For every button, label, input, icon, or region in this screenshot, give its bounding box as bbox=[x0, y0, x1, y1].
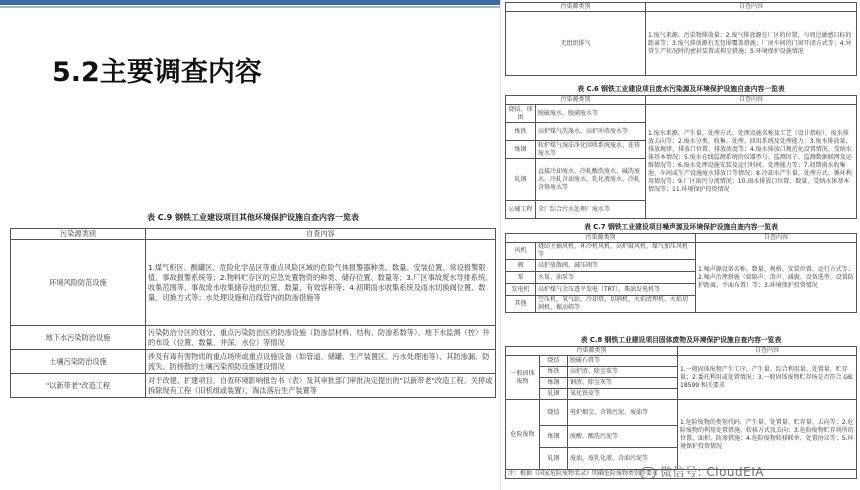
table-c5-fragment bbox=[505, 2, 857, 76]
row-process: 轧钢 bbox=[540, 448, 568, 470]
table-c9-caption: 表 C.9 钢铁工业建设项目其他环境保护设施自查内容一览表 bbox=[146, 213, 360, 222]
row-content: 涉及有毒有害物质的重点场所或重点设施设备（如管道、储罐、生产装置区、污水处理池等）、其防渗漏、防流失、防扬散的土壤污染预防设施建设情况 bbox=[146, 350, 496, 374]
table-c8 bbox=[505, 346, 857, 479]
row-content: 1.废水来源、产生量、处理方式、处理设施名称及工艺（设计指标）、废水排放去向等；2.废水分类、收集、处理、回用系统及处理能力；3.废水排放量、排放规律、排放口位置、排放浓度等；4.废水排放口规范化设置情况、受纳水体基本情况；5.废水在线监测系统的仪器型号、监测因子、监测数据联网及运维情况等；6.废水处理设施安装及运行时间、处理能力等；7.初期雨水收集池、车间或生产设施废水排放口等情况；8.冷却水产生量、处理方式、循环利用情况等；9.厂区雨污分流情况；10.雨水排放口位置、数量、受纳水体基本情况等；11.环境保护投资情况 bbox=[646, 105, 857, 219]
row-category: 环境风险防范设施 bbox=[11, 240, 146, 326]
row-category: 轧钢 bbox=[506, 159, 536, 201]
row-category: 炼钢 bbox=[506, 141, 536, 159]
row-content: 1.噪声源设备名称、数量、规格、安装位置、运行方式等；2.噪声治理措施（如隔声、消声、减振、设备选型、设置防护距离、平面布置）等；3.环境保护投资情况 bbox=[696, 243, 857, 313]
column-header: 污染源类别 bbox=[11, 229, 146, 240]
row-process: 烧结 bbox=[540, 356, 568, 367]
table-footnote: 注：根据《国家危险废物名录》明确危险废物类别等要求 bbox=[506, 470, 857, 479]
row-source: 废酸、酸洗污泥等 bbox=[568, 426, 678, 448]
table-row bbox=[506, 12, 857, 76]
column-header: 污染源类别 bbox=[506, 234, 696, 243]
row-source: 高炉放散阀、减压阀等 bbox=[536, 260, 696, 272]
row-process: 炼钢 bbox=[540, 426, 568, 448]
row-category: 危险废物 bbox=[506, 400, 540, 470]
table-row bbox=[506, 356, 857, 367]
row-category: 其他 bbox=[506, 296, 536, 313]
row-category: 发电机 bbox=[506, 284, 536, 296]
table-row bbox=[11, 374, 496, 398]
table-c9-block bbox=[10, 212, 496, 398]
watermark-text: 微信号: CloudEIA bbox=[660, 465, 764, 479]
row-process: 轧钢 bbox=[540, 389, 568, 400]
row-source: 脱硫废水、脱硝废水等 bbox=[536, 105, 646, 123]
row-content: 1.危险废物的类别代码、产生量、处置量、贮存量、去向等；2.危险废物的利用处置措施、转移方式及去向；3.危险废物贮存场所的位置、面积、防渗措施；4.危险废物转移联单、处置协议等；5.环境保护投资情况 bbox=[678, 400, 857, 470]
row-category: 泵 bbox=[506, 272, 536, 284]
header-stripe bbox=[0, 0, 500, 5]
row-content: 1.一般固体废物产生工序、产生量、综合利用量、处置量、贮存量；2.委托利用或处置情况；3.一般固体废物贮存场是否符合 GB 18599 相关要求 bbox=[678, 356, 857, 400]
table-header-row bbox=[506, 347, 857, 356]
row-source: 直接冷却废水、冷轧酸洗废水、碱洗废水、冷轧含油废水、乳化液废水、冷轧含铬废水等 bbox=[536, 159, 646, 201]
row-source: 全厂综合污水处理厂废水等 bbox=[536, 201, 646, 219]
table-c8-block bbox=[505, 335, 857, 479]
table-header-row bbox=[506, 234, 857, 243]
row-category: 炼铁 bbox=[506, 123, 536, 141]
row-category: 风机 bbox=[506, 243, 536, 260]
column-header: 自查内容 bbox=[646, 96, 857, 105]
slide-heading: 5.2主要调查内容 bbox=[52, 57, 262, 88]
row-content: 对于改建、扩建项目，自查环境影响报告书（表）及其审批部门审批决定提出的"以新带老"改造工程、关停或拆除现有工程（旧机组或装置），淘汰落后生产装置等 bbox=[146, 374, 496, 398]
row-category: 一般固体废物 bbox=[506, 356, 540, 400]
table-row bbox=[11, 350, 496, 374]
row-process: 炼铁 bbox=[540, 367, 568, 378]
wechat-icon bbox=[640, 467, 656, 479]
table-c5-continued bbox=[505, 2, 857, 76]
row-source: 电炉烟尘、含铬污泥、废油等 bbox=[568, 400, 678, 426]
table-header-row bbox=[506, 96, 857, 105]
row-source: 转炉煤气湿法净化回收系统废水、连铸废水等 bbox=[536, 141, 646, 159]
table-row bbox=[506, 243, 857, 260]
column-header: 污染源类别 bbox=[506, 347, 678, 356]
row-category: 公辅工程 bbox=[506, 201, 536, 219]
row-category: 土壤污染防治设施 bbox=[11, 350, 146, 374]
table-row bbox=[506, 400, 857, 426]
row-source: 高炉煤气余压透平发电（TRT）、柴油发电机等 bbox=[536, 284, 696, 296]
row-content: 1.煤气柜区、酸罐区、危险化学品区等重点风险区域的危险气体报警器种类、数量、安装位置、常设报警限值、事故报警系统等；2.物料贮存区的应急处置物资的种类、储存位置、数量等；3.厂区事故废水导排系统、收集范围等、事故废水收集储存池的位置、数量、有效容积等；4.初期雨水收集系统及雨水切换阀位置、数量、切换方式等；水处理设施和沿线管内的防渗措施等 bbox=[146, 240, 496, 326]
table-row bbox=[11, 240, 496, 326]
column-header: 自查内容 bbox=[696, 234, 857, 243]
table-c6-block bbox=[505, 84, 857, 219]
table-header-row bbox=[506, 3, 857, 12]
row-category: "以新带老"改造工程 bbox=[11, 374, 146, 398]
row-source: 脱硫石膏等 bbox=[568, 356, 678, 367]
table-c7-caption: 表 C.7 钢铁工业建设项目噪声源及环境保护设施自查内容一览表 bbox=[584, 223, 778, 231]
table-header-row bbox=[11, 229, 496, 240]
row-process: 炼钢 bbox=[540, 378, 568, 389]
row-source: 高炉渣、除尘灰等 bbox=[568, 367, 678, 378]
row-process: 烧结 bbox=[540, 400, 568, 426]
row-category: 地下水污染防治设施 bbox=[11, 326, 146, 350]
right-document-page bbox=[500, 0, 860, 490]
row-content: 1.废气来源、污染物排放量；2.废气排放源在厂区的位置，与周边敏感目标的距离等；3.废气排放源有无包围覆盖措施；厂房车间的门窗开闭方式等；4.异常生产状况时的密封装置或抑尘措施；5.环境保护设施情况 bbox=[646, 12, 857, 76]
table-c6-caption: 表 C.6 钢铁工业建设项目废水污染源及环境保护设施自查内容一览表 bbox=[577, 85, 785, 93]
table-row bbox=[506, 105, 857, 123]
row-category: 阀 bbox=[506, 260, 536, 272]
row-source: 水泵、油泵等 bbox=[536, 272, 696, 284]
table-c8-caption: 表 C.8 钢铁工业建设项目固体废物及环境保护设施自查内容一览表 bbox=[580, 336, 782, 344]
column-header: 污染源类别 bbox=[506, 3, 646, 12]
row-category: 无组织排气 bbox=[506, 12, 646, 76]
row-content: 污染防治分区的划分、重点污染防治区的防渗设施（防渗层材料、结构、防渗系数等）、地下水监测（控）井的布设（位置、数量、井深、水位）等情况 bbox=[146, 326, 496, 350]
header-stripe-thin bbox=[0, 6, 500, 8]
table-c7-block bbox=[505, 222, 857, 313]
row-source: 氧化铁皮等 bbox=[568, 389, 678, 400]
column-header: 自查内容 bbox=[646, 3, 857, 12]
column-header: 污染源类别 bbox=[506, 96, 646, 105]
table-c7 bbox=[505, 233, 857, 313]
row-source: 高炉煤气洗涤水、高炉冲渣废水等 bbox=[536, 123, 646, 141]
watermark bbox=[640, 463, 764, 480]
row-category: 烧结、球团 bbox=[506, 105, 536, 123]
table-c6 bbox=[505, 95, 857, 219]
table-row bbox=[11, 326, 496, 350]
row-source: 废油、废乳化液、含油污泥等 bbox=[568, 448, 678, 470]
table-c9 bbox=[10, 228, 496, 398]
row-source: 空压机、氧气站、冷却塔、切割机、火焰清理机、火焰切割机、振动筛等 bbox=[536, 296, 696, 313]
column-header: 自查内容 bbox=[678, 347, 857, 356]
column-header: 自查内容 bbox=[146, 229, 496, 240]
row-source: 烧结主抽风机、环冷机风机、高炉鼓风机、煤气加压风机等 bbox=[536, 243, 696, 260]
row-source: 钢渣、除尘灰等 bbox=[568, 378, 678, 389]
